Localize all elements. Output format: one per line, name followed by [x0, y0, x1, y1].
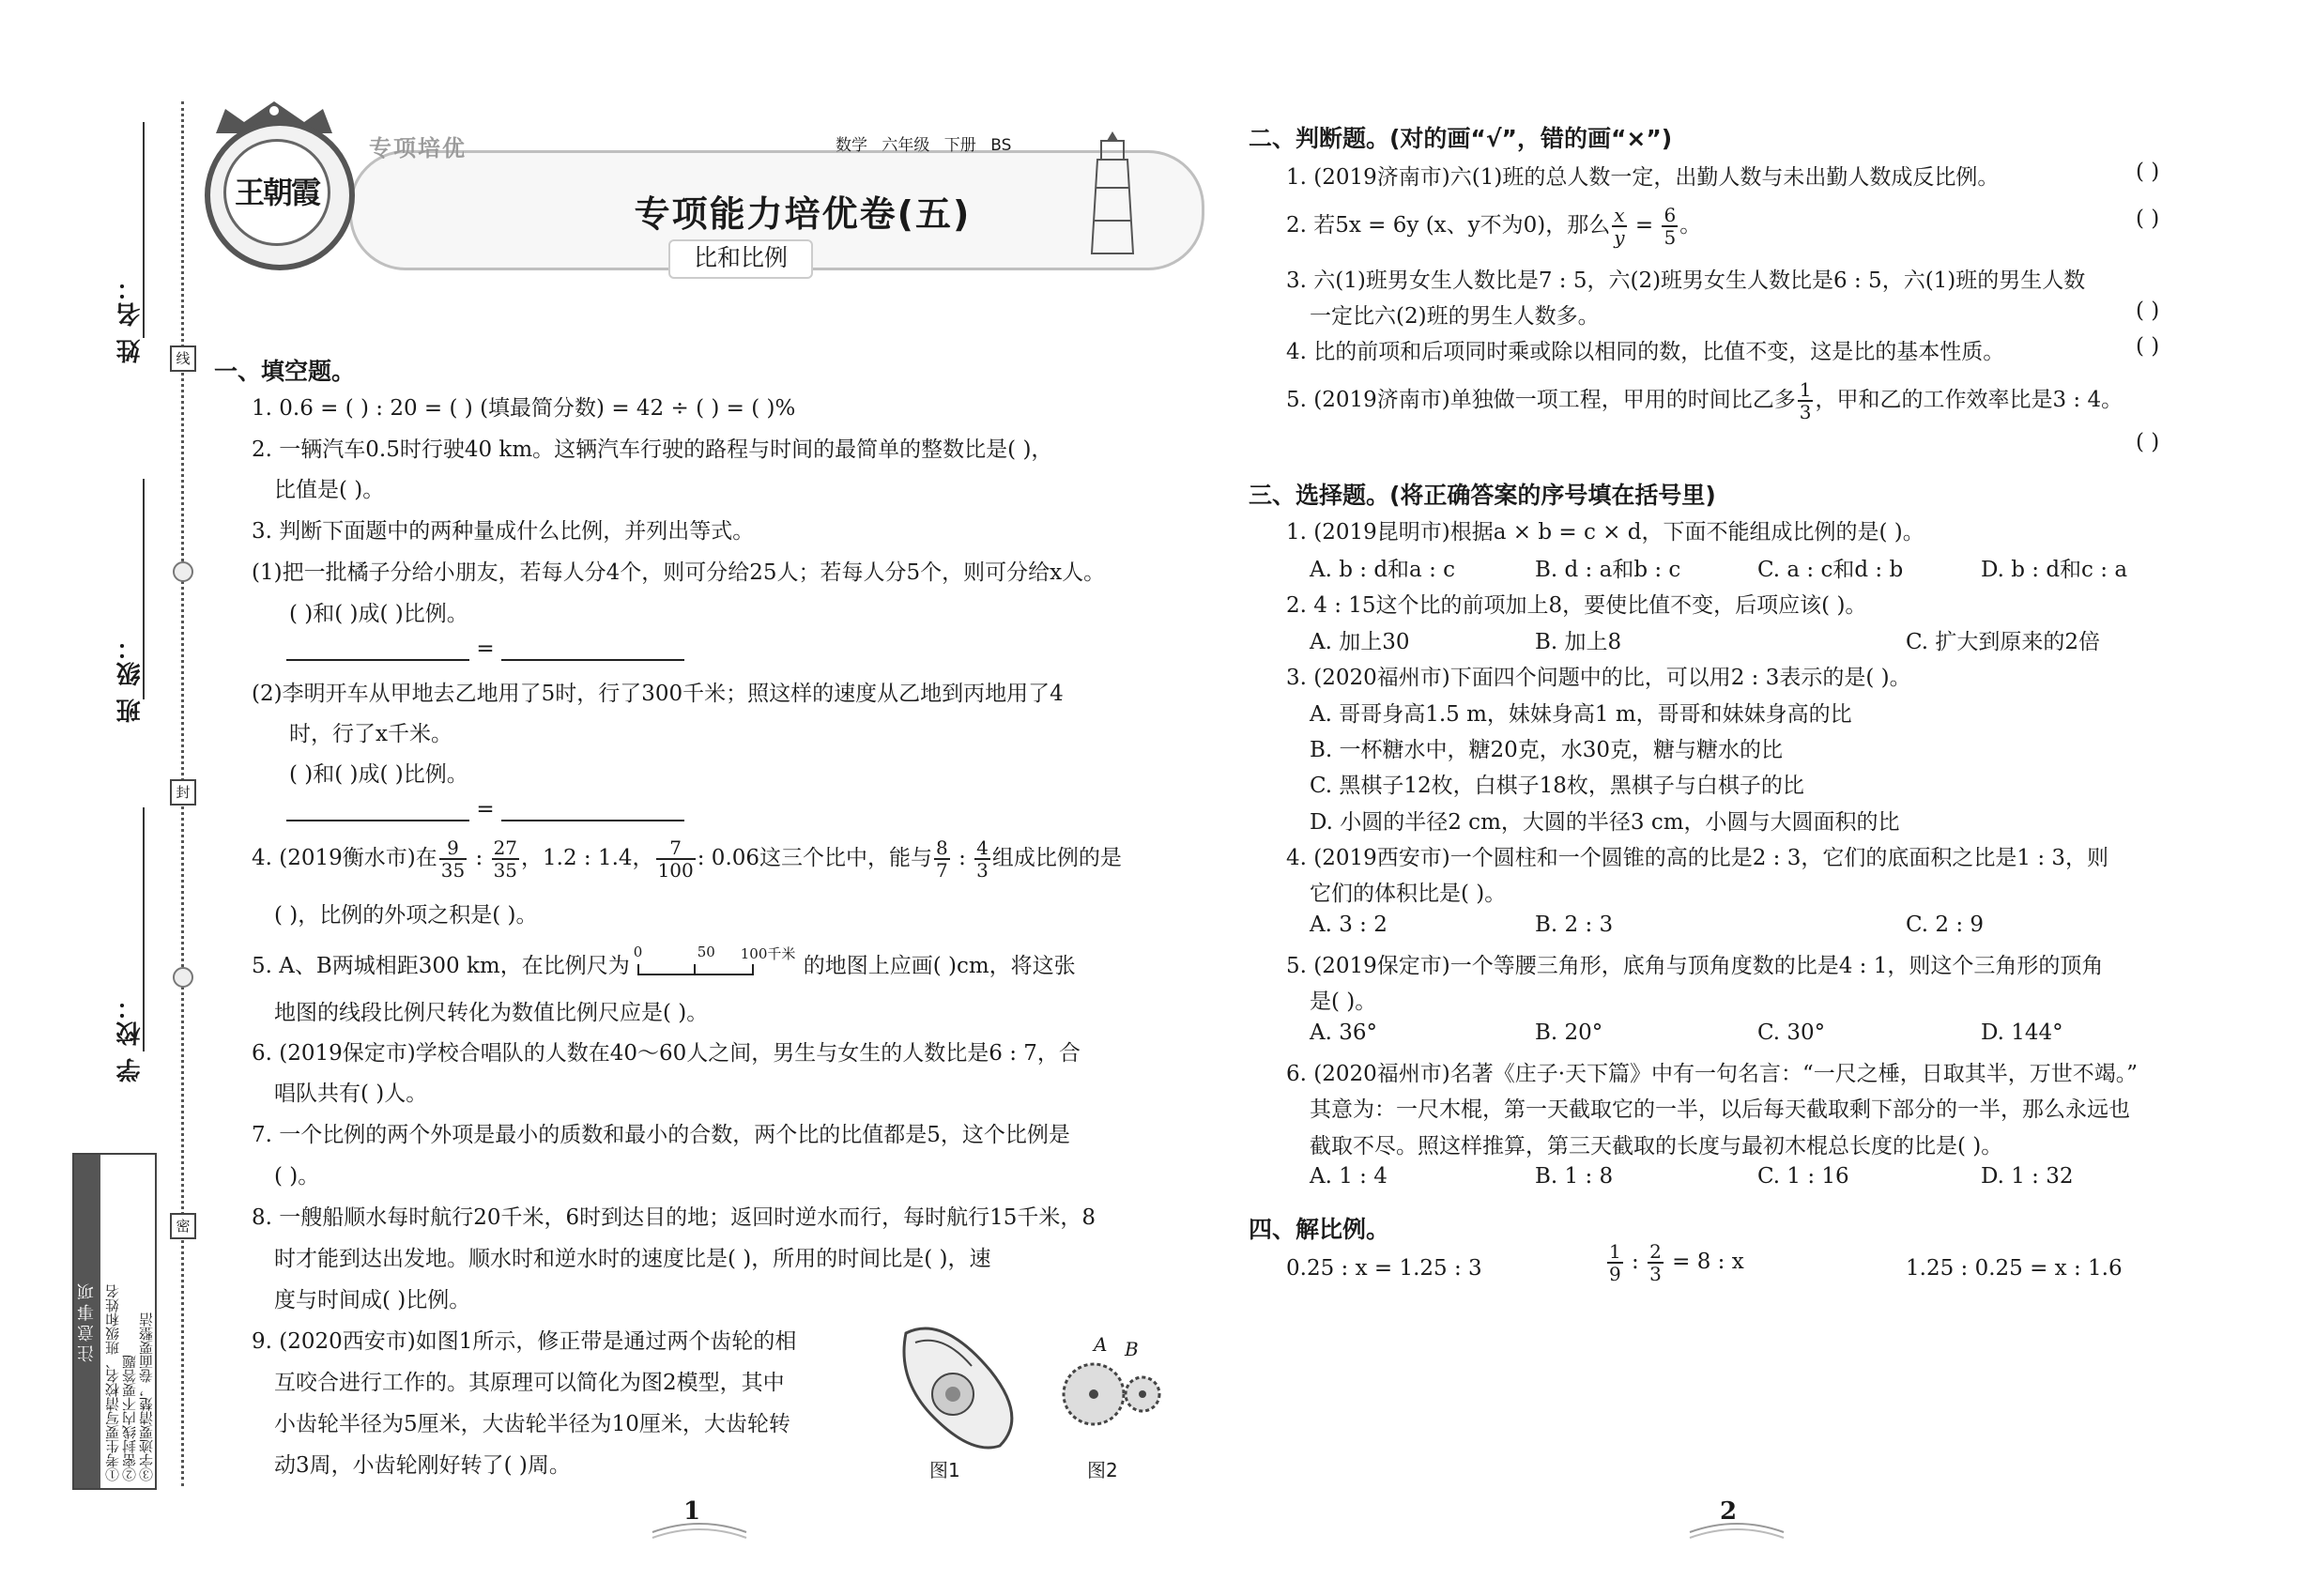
q2-line1: 2. 一辆汽车0.5时行驶40 km。这辆汽车行驶的路程与时间的最简单的整数比是( )， [252, 437, 1053, 462]
school-label: 学 校： [116, 993, 145, 1083]
c6-line1: 6. (2020福州市)名著《庄子·天下篇》中有一句名言：“一尺之棰，日取其半，万世不竭。” [1286, 1062, 2139, 1086]
q1: 1. 0.6 = ( ) : 20 = ( ) (填最简分数) = 42 ÷ ( ) = ( )% [252, 396, 796, 421]
section-true-false: 二、判断题。(对的画“√”，错的画“×”) [1249, 125, 1673, 152]
q8-line1: 8. 一艘船顺水每时航行20千米，6时到达目的地；返回时逆水而行，每时航行15千米，8 [252, 1205, 1096, 1230]
gear-b-label: B [1125, 1338, 1139, 1360]
section-multiple-choice: 三、选择题。(将正确答案的序号填在括号里) [1249, 482, 1716, 509]
c1-opt-c: C. a : c和d : b [1757, 558, 1904, 582]
j4: 4. 比的前项和后项同时乘或除以相同的数，比值不变，这是比的基本性质。 [1286, 340, 2005, 364]
q6-line1: 6. (2019保定市)学校合唱队的人数在40～60人之间，男生与女生的人数比是6 : 7，合 [252, 1041, 1081, 1066]
c2-opt-c: C. 扩大到原来的2倍 [1906, 630, 2101, 654]
j2: 2. 若5x = 6y (x、y不为0)，那么 $\frac{x}{y}$ = $\frac{6}{5}$ 。 [1286, 204, 1702, 249]
c2-opt-b: B. 加上8 [1535, 630, 1622, 654]
c4-line1: 4. (2019西安市)一个圆柱和一个圆锥的高的比是2 : 3，它们的底面积之比是1 : 3，则 [1286, 846, 2109, 870]
c3-opt-d: D. 小圆的半径2 cm，大圆的半径3 cm，小圆与大圆面积的比 [1310, 810, 1900, 835]
school-blank [143, 807, 145, 1051]
blank-line [501, 820, 684, 821]
seal-char-1: 线 [170, 345, 196, 372]
q5-line1: 5. A、B两城相距300 km，在比例尺为 0 50 100千米 的地图上应画( )cm，将这张 [252, 944, 1076, 978]
section-solve-proportion: 四、解比例。 [1249, 1216, 1390, 1243]
page-ornament-1 [648, 1513, 751, 1542]
c4-opt-b: B. 2 : 3 [1535, 913, 1614, 937]
q3-2-line1: (2)李明开车从甲地去乙地用了5时，行了300千米；照这样的速度从乙地到丙地用了4 [252, 682, 1064, 706]
c3-opt-a: A. 哥哥身高1.5 m，妹妹身高1 m，哥哥和妹妹身高的比 [1310, 702, 1852, 727]
q9-line1: 9. (2020西安市)如图1所示，修正带是通过两个齿轮的相 [252, 1329, 797, 1354]
page-number-1: 1 [683, 1497, 701, 1526]
class-label: 班 级： [116, 634, 145, 724]
solve-1: 0.25 : x = 1.25 : 3 [1286, 1256, 1482, 1281]
c1-opt-d: D. b : d和c : a [1981, 558, 2128, 582]
scale-bar: 0 50 100千米 [630, 951, 804, 979]
c1: 1. (2019昆明市)根据a × b = c × d，下面不能组成比例的是( )。 [1286, 520, 1924, 545]
q9-line4: 动3周，小齿轮刚好转了( )周。 [274, 1453, 571, 1478]
c5-opt-a: A. 36° [1310, 1021, 1377, 1045]
notice-line-2: ②密封线内不要答题 [121, 1355, 138, 1481]
q9-line3: 小齿轮半径为5厘米，大齿轮半径为10厘米，大齿轮转 [274, 1412, 790, 1436]
j3-line2: 一定比六(2)班的男生人数多。 [1310, 304, 1600, 329]
q3-1-equation: = [286, 637, 684, 661]
name-blank [143, 122, 145, 338]
c6-opt-c: C. 1 : 16 [1757, 1164, 1849, 1189]
c1-opt-b: B. d : a和b : c [1535, 558, 1681, 582]
binding-hole-1 [173, 561, 193, 582]
solve-2: $\frac{1}{9}$ : $\frac{2}{3}$ = 8 : x [1609, 1240, 1744, 1285]
q2-line2: 比值是( )。 [274, 478, 385, 502]
page-subtitle: 比和比例 [668, 239, 813, 279]
notice-title: 注意事项 [74, 1155, 100, 1488]
seal-char-2: 封 [170, 779, 196, 806]
q3-2-equation: = [286, 797, 684, 821]
figure-2-caption: 图2 [1087, 1459, 1118, 1481]
figure-1-caption: 图1 [929, 1459, 960, 1481]
logo-text: 王朝霞 [234, 175, 319, 210]
c1-opt-a: A. b : d和a : c [1310, 558, 1456, 582]
q9-line2: 互咬合进行工作的。其原理可以简化为图2模型，其中 [274, 1371, 785, 1395]
q8-line2: 时才能到达出发地。顺水时和逆水时的速度比是( )，所用的时间比是( )，速 [274, 1247, 991, 1271]
c3-opt-b: B. 一杯糖水中，糖20克，水30克，糖与糖水的比 [1310, 738, 1784, 762]
notice-box [72, 1153, 157, 1490]
blank-line [501, 659, 684, 661]
header-info: 数学 六年级 下册 BS [836, 136, 1012, 155]
c2: 2. 4 : 15这个比的前项加上8，要使比值不变，后项应该( )。 [1286, 593, 1867, 618]
c5-opt-b: B. 20° [1535, 1021, 1603, 1045]
q4-line1: 4. (2019衡水市)在 $\frac{9}{35}$ : $\frac{27}{35}$ ，1.2 : 1.4， $\frac{7}{100}$ : 0.06这三个比中，能与 $\frac{8}{7}$ : $\frac{4}{3}$ 组成比例的是 [252, 836, 1122, 882]
page-title: 专项能力培优卷(五) [634, 193, 972, 235]
q3: 3. 判断下面题中的两种量成什么比例，并列出等式。 [252, 519, 755, 544]
c6-line2: 其意为：一尺木棍，第一天截取它的一半，以后每天截取剩下部分的一半，那么永远也 [1310, 1097, 2130, 1122]
j5: 5. (2019济南市)单独做一项工程，甲用的时间比乙多 $\frac{1}{3}$ ，甲和乙的工作效率比是3 : 4。 [1286, 378, 2124, 423]
name-label: 姓 名： [116, 274, 145, 364]
c2-opt-a: A. 加上30 [1310, 630, 1410, 654]
q4-line2: ( )，比例的外项之积是( )。 [274, 903, 538, 928]
brand-logo [205, 120, 355, 270]
j5-answer: ( ) [2136, 430, 2160, 454]
q7-line2: ( )。 [274, 1164, 320, 1189]
c3: 3. (2020福州市)下面四个问题中的比，可以用2 : 3表示的是( )。 [1286, 666, 1911, 690]
q3-1: (1)把一批橘子分给小朋友，若每人分4个，则可分给25人；若每人分5个，则可分给x人。 [252, 560, 1106, 585]
q8-line3: 度与时间成( )比例。 [274, 1288, 471, 1312]
q6-line2: 唱队共有( )人。 [274, 1082, 428, 1106]
c5-line1: 5. (2019保定市)一个等腰三角形，底角与顶角度数的比是4 : 1，则这个三角形的顶角 [1286, 954, 2104, 978]
class-blank [143, 479, 145, 699]
q7-line1: 7. 一个比例的两个外项是最小的质数和最小的合数，两个比的比值都是5，这个比例是 [252, 1123, 1070, 1147]
c5-opt-c: C. 30° [1757, 1021, 1826, 1045]
notice-line-1: ①考生要写清校名、班级和姓名 [104, 1284, 121, 1481]
c4-opt-a: A. 3 : 2 [1310, 913, 1388, 937]
page-ornament-2 [1685, 1513, 1788, 1542]
j4-answer: ( ) [2136, 334, 2160, 359]
blank-line [286, 820, 469, 821]
j3-answer: ( ) [2136, 299, 2160, 323]
blank-line [286, 659, 469, 661]
correction-tape-icon [887, 1314, 1028, 1455]
seal-char-3: 密 [170, 1213, 196, 1239]
c4-opt-c: C. 2 : 9 [1906, 913, 1985, 937]
c6-opt-a: A. 1 : 4 [1310, 1164, 1388, 1189]
binding-hole-2 [173, 967, 193, 988]
header-tag: 专项培优 [369, 135, 467, 161]
notice-line-3: ③字迹要清楚，卷面要整洁 [138, 1312, 155, 1481]
gears-diagram [1051, 1343, 1173, 1427]
j1-answer: ( ) [2136, 160, 2160, 184]
page-number-2: 2 [1720, 1497, 1738, 1526]
gear-a-label: A [1094, 1333, 1108, 1356]
q3-2-line2: 时，行了x千米。 [289, 722, 452, 746]
section-fill-blank: 一、填空题。 [214, 358, 356, 385]
j3-line1: 3. 六(1)班男女生人数比是7 : 5，六(2)班男女生人数比是6 : 5，六(1)班的男生人数 [1286, 269, 2086, 293]
c5-opt-d: D. 144° [1981, 1021, 2063, 1045]
j1: 1. (2019济南市)六(1)班的总人数一定，出勤人数与未出勤人数成反比例。 [1286, 165, 2000, 190]
q5-line2: 地图的线段比例尺转化为数值比例尺应是( )。 [274, 1001, 709, 1025]
solve-3: 1.25 : 0.25 = x : 1.6 [1906, 1256, 2123, 1281]
c5-line2: 是( )。 [1310, 990, 1377, 1014]
q3-2-row: ( )和( )成( )比例。 [289, 762, 468, 787]
c4-line2: 它们的体积比是( )。 [1310, 882, 1507, 906]
j2-answer: ( ) [2136, 207, 2160, 231]
c6-opt-b: B. 1 : 8 [1535, 1164, 1614, 1189]
c6-line3: 截取不尽。照这样推算，第三天截取的长度与最初木棍总长度的比是( )。 [1310, 1134, 2003, 1159]
c3-opt-c: C. 黑棋子12枚，白棋子18枚，黑棋子与白棋子的比 [1310, 774, 1804, 798]
q3-1-row: ( )和( )成( )比例。 [289, 602, 468, 626]
c6-opt-d: D. 1 : 32 [1981, 1164, 2074, 1189]
